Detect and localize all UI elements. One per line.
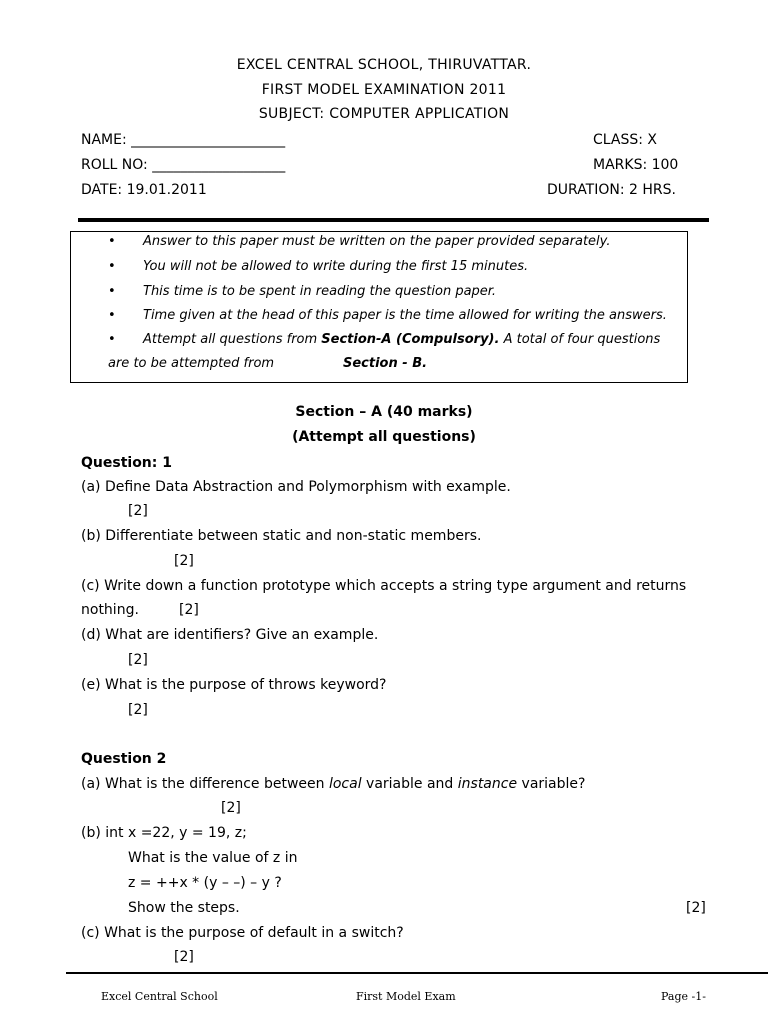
question-1d: (d) What are identifiers? Give an example. [81,627,379,643]
question-1c-marks: [2] [179,602,199,618]
date-field: DATE: 19.01.2011 [81,182,207,198]
question-2a [81,776,585,792]
question-2a-marks: [2] [221,800,241,816]
question-1c-cont: nothing. [81,602,139,618]
question-2a-text: (a) What is the difference between [81,776,329,792]
footer-page: Page -1- [661,990,706,1003]
instruction-1: Answer to this paper must be written on the paper provided separately. [143,234,611,249]
instruction-2: You will not be allowed to write during the first 15 minutes. [143,259,529,274]
marks-field: MARKS: 100 [593,157,679,173]
header-divider [78,218,709,222]
question-2a-text3: variable? [517,776,586,792]
footer-school: Excel Central School [101,990,218,1003]
instruction-3: This time is to be spent in reading the question paper. [143,284,497,299]
question-1a: (a) Define Data Abstraction and Polymorphism with example. [81,479,511,495]
school-name: EXCEL CENTRAL SCHOOL, THIRUVATTAR. [236,57,532,73]
question-2c-marks: [2] [174,949,194,965]
duration-field: DURATION: 2 HRS. [547,182,676,198]
question-1e-marks: [2] [128,702,148,718]
instruction-5-section-a: Section-A (Compulsory). [321,332,500,347]
bullet-icon: • [108,332,116,347]
question-2a-instance: instance [457,776,518,792]
question-1e: (e) What is the purpose of throws keyword? [81,677,387,693]
question-2b-line3: Show the steps. [128,900,240,916]
question-1-heading: Question: 1 [81,455,172,471]
name-field: NAME: ______________________ [81,132,286,148]
bullet-icon: • [108,308,116,323]
section-subtitle: (Attempt all questions) [292,429,476,445]
instruction-5-section-b: Section - B. [343,356,428,371]
question-1b-marks: [2] [174,553,194,569]
question-2a-text2: variable and [361,776,458,792]
instruction-4: Time given at the head of this paper is the time allowed for writing the answers. [143,308,667,323]
instruction-5-text: Attempt all questions from [143,332,322,347]
question-1d-marks: [2] [128,652,148,668]
bullet-icon: • [108,234,116,249]
question-2a-local: local [328,776,362,792]
question-2c: (c) What is the purpose of default in a switch? [81,925,404,941]
instruction-5-line2: are to be attempted from [108,356,275,371]
question-2-heading: Question 2 [81,751,167,767]
question-2b-line1: What is the value of z in [128,850,298,866]
question-1a-marks: [2] [128,503,148,519]
question-2b-marks: [2] [686,900,706,916]
instruction-5 [143,332,660,347]
exam-title: FIRST MODEL EXAMINATION 2011 [261,82,507,98]
question-2b: (b) int x =22, y = 19, z; [81,825,247,841]
footer-exam: First Model Exam [356,990,456,1003]
subject-title: SUBJECT: COMPUTER APPLICATION [258,106,510,122]
question-1c: (c) Write down a function prototype which accepts a string type argument and returns [81,578,687,594]
class-field: CLASS: X [593,132,658,148]
section-title: Section – A (40 marks) [295,404,473,420]
footer-divider [66,972,768,974]
roll-field: ROLL NO: ___________________ [81,157,286,173]
question-2b-line2: z = ++x * (y – –) – y ? [128,875,282,891]
instruction-5-text-cont: A total of four questions [499,332,661,347]
question-1b: (b) Differentiate between static and non-static members. [81,528,482,544]
bullet-icon: • [108,284,116,299]
bullet-icon: • [108,259,116,274]
